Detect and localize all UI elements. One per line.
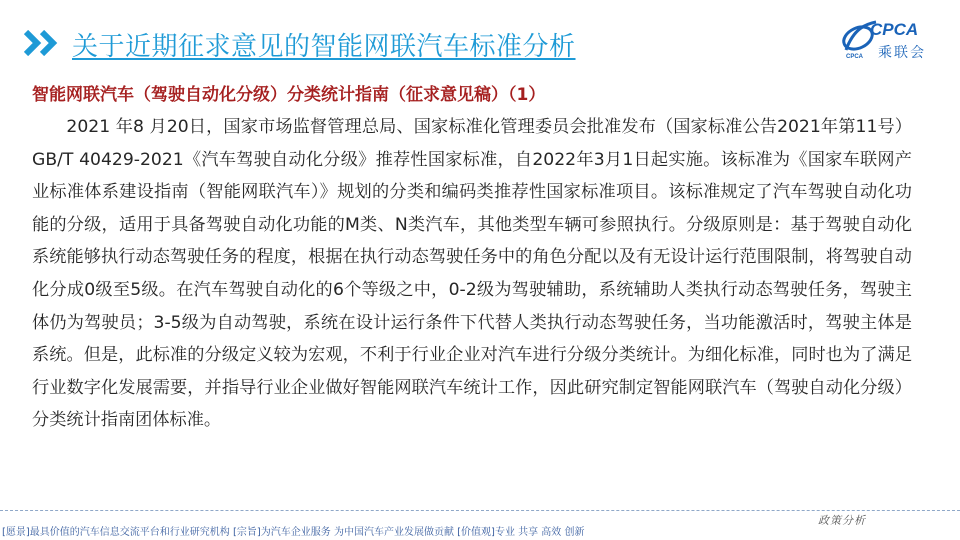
footer-mission-text: [愿景]最具价值的汽车信息交流平台和行业研究机构 [宗旨]为汽车企业服务 为中国汽车产业发展做贡献 [价值观]专业 共享 高效 创新 bbox=[2, 527, 585, 538]
slide-header bbox=[0, 0, 960, 70]
cpca-logo bbox=[840, 18, 950, 66]
section-subtitle: 智能网联汽车（驾驶自动化分级）分类统计指南（征求意见稿）（1） bbox=[32, 85, 546, 105]
footer-section-label: 政策分析 bbox=[818, 514, 866, 527]
body-paragraph: 2021 年8 月20日，国家市场监督管理总局、国家标准化管理委员会批准发布（国家标准公告2021年第11号）GB/T 40429-2021《汽车驾驶自动化分级》推荐性国家标准，自2022年3月1日起实施。该标准为《国家车联网产业标准体系建设指南（智能网联汽车）》规划的分类和编码类推荐性国家标准项目。该标准规定了汽车驾驶自动化功能的分级，适用于具备驾驶自动化功能的M类、N类汽车，其他类型车辆可参照执行。分级原则是：基于驾驶自动化系统能够执行动态驾驶任务的程度，根据在执行动态驾驶任务中的角色分配以及有无设计运行范围限制，将驾驶自动化分成0级至5级。在汽车驾驶自动化的6个等级之中，0-2级为驾驶辅助，系统辅助人类执行动态驾驶任务，驾驶主体仍为驾驶员；3-5级为自动驾驶，系统在设计运行条件下代替人类执行动态驾驶任务，当功能激活时，驾驶主体是系统。但是，此标准的分级定义较为宏观，不利于行业企业对汽车进行分级分类统计。为细化标准，同时也为了满足行业数字化发展需要，并指导行业企业做好智能网联汽车统计工作，因此研究制定智能网联汽车（驾驶自动化分级）分类统计指南团体标准。 bbox=[32, 117, 912, 431]
logo-wordmark: CPCA bbox=[870, 20, 919, 39]
page-title: 关于近期征求意见的智能网联汽车标准分析 bbox=[72, 32, 576, 62]
footer-divider bbox=[0, 510, 960, 511]
logo-subtext: CPCA bbox=[846, 54, 864, 60]
double-chevron-right-icon bbox=[24, 30, 64, 60]
logo-cn-text: 乘联会 bbox=[878, 45, 926, 61]
